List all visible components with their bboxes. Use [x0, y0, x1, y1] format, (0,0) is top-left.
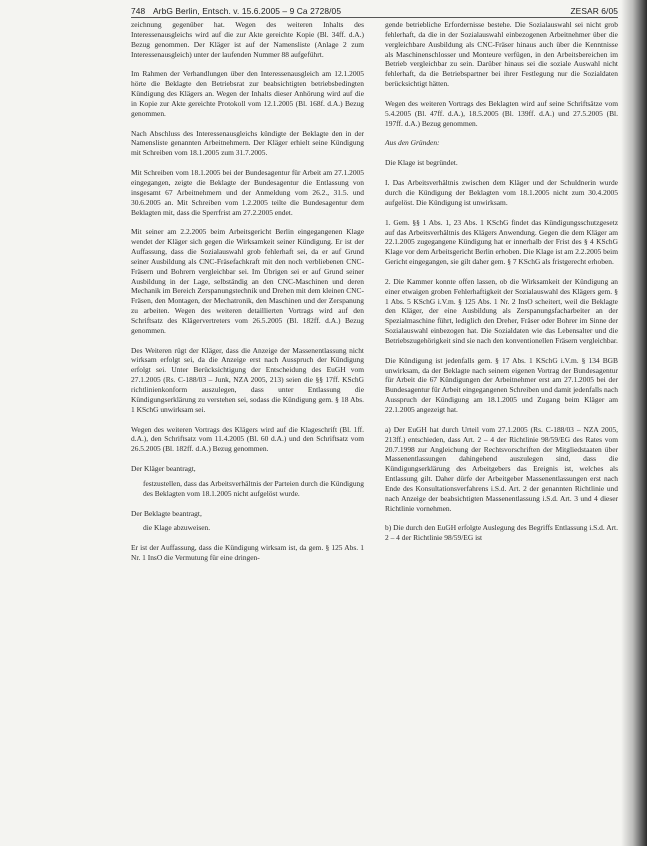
paragraph: zeichnung gegenüber hat. Wegen des weiteren Inhalts des Interessenausgleichs wird auf die zur Akte gereichte Kopie (Bl. 34ff. d.A.) Bezug genommen. Der Kläger ist auf der Namensliste (Anlage 2 zum Interessenausgleich) unter der laufenden Nummer 88 aufgeführt.: [131, 20, 364, 59]
section-heading: Aus den Gründen:: [385, 138, 440, 148]
paragraph: Wegen des weiteren Vortrags des Klägers wird auf die Klageschrift (Bl. 1ff. d.A.), den Schriftsatz vom 11.4.2005 (Bl. 60 d.A.) und den Schriftsatz vom 26.5.2005 (Bl. 182ff. d.A.) Bezug genommen.: [131, 424, 364, 454]
header-citation: ArbG Berlin, Entsch. v. 15.6.2005 – 9 Ca 2728/05: [153, 6, 342, 16]
left-column: [131, 20, 364, 573]
paragraph: Die Kündigung ist jedenfalls gem. § 17 Abs. 1 KSchG i.V.m. § 134 BGB unwirksam, da der Beklagte nach seinem eigenen Vortrag der Bundesagentur für Arbeit die 67 Kündigungen der Arbeitnehmer erst am 27.1.2005 bei der Bundesagentur für Arbeit eingegangenen Schreiben und damit jedenfalls nach Ausspruch der Kündigung am 18.1.2005 und Zugang beim Kläger am 22.1.2005 angezeigt hat.: [385, 355, 618, 414]
paragraph: a) Der EuGH hat durch Urteil vom 27.1.2005 (Rs. C-188/03 – NZA 2005, 213ff.) entschieden, dass Art. 2 – 4 der Richtlinie 98/59/EG des Rates vom 20.7.1998 zur Angleichung der Rechtsvorschriften der Mitgliedstaaten über Massenentlassungen dahingehend auszulegen sind, dass die Kündigungserklärung des Arbeitgebers das Ereignis ist, welches als Entlassung gilt. Daher dürfe der Arbeitgeber Massenentlassungen erst nach Ende des Konsultationsverfahrens i.S.d. Art. 2 der genannten Richtlinie und nach Anzeige der beabsichtigten Massenentlassung i.S.d. Art. 3 und 4 dieser Richtlinie vornehmen.: [385, 424, 618, 513]
paragraph: Im Rahmen der Verhandlungen über den Interessenausgleich am 12.1.2005 hörte die Beklagte den Betriebsrat zur beabsichtigten betriebsbedingten Kündigung des Klägers an. Wegen der Inhalts dieser Anhörung wird auf die in Kopie zur Akte gereichte Protokoll vom 12.1.2005 (Bl. 168f. d.A.) Bezug genommen.: [131, 69, 364, 118]
paragraph: Wegen des weiteren Vortrags des Beklagten wird auf seine Schriftsätze vom 5.4.2005 (Bl. 47ff. d.A.), 18.5.2005 (Bl. 139ff. d.A.) und 27.5.2005 (Bl. 197ff. d.A.) Bezug genommen.: [385, 98, 618, 128]
page-number: 748: [131, 6, 146, 16]
paragraph: I. Das Arbeitsverhältnis zwischen dem Kläger und der Schuldnerin wurde durch die Kündigung der Beklagten vom 18.1.2005 nicht zum 30.4.2005 aufgelöst. Die Kündigung ist unwirksam.: [385, 178, 618, 207]
paragraph: die Klage abzuweisen.: [143, 523, 211, 533]
paragraph: festzustellen, dass das Arbeitsverhältnis der Parteien durch die Kündigung des Beklagten vom 18.1.2005 nicht aufgelöst wurde.: [143, 478, 364, 498]
paragraph: gende betriebliche Erfordernisse bestehe. Die Sozialauswahl sei nicht grob fehlerhaft, da die in der Sozialauswahl einbezogenen Arbeitnehmer über die vergleichbare Ausbildung als CNC-Fräser hinaus auch über die Kenntnisse als Maschinenschlosser und Monteure verfügen, in den Arbeitsbereichen im Betrieb vergleichbar zu sein. Darüber hinaus sei die soziale Auswahl nicht fehlerhaft, da die Betriebspartner bei ihrer Festlegung nur die Sozialdaten berücksichtigt hätten.: [385, 20, 618, 89]
paragraph: b) Die durch den EuGH erfolgte Auslegung des Begriffs Entlassung i.S.d. Art. 2 – 4 der Richtlinie 98/59/EG ist: [385, 523, 618, 543]
paragraph: Mit Schreiben vom 18.1.2005 bei der Bundesagentur für Arbeit am 27.1.2005 eingegangen, zeigte die Beklagte der Bundesagentur die Entlassung von insgesamt 67 Arbeitnehmern und der Anmeldung vom 26.2., 31.5. und 30.6.2005 an. Mit Schreiben vom 1.2.2005 teilte die Bundesagentur dem Beklagten mit, dass die Sperrfrist am 27.2.2005 endet.: [131, 168, 364, 217]
paragraph: 1. Gem. §§ 1 Abs. 1, 23 Abs. 1 KSchG findet das Kündigungsschutzgesetz auf das Arbeitsverhältnis des Klägers Anwendung. Gegen die dem Kläger am 22.1.2005 zugegangene Kündigung hat er innerhalb der Frist des § 4 KSchG Klage vor dem Arbeitsgericht Berlin erhoben. Die Klage ist am 2.2.2005 beim Gericht eingegangen, sie gilt daher gem. § 7 KSchG als fristgerecht erhoben.: [385, 217, 618, 267]
paragraph: Des Weiteren rügt der Kläger, dass die Anzeige der Massenentlassung nicht wirksam erfolgt sei, da die Anzeige erst nach Ausspruch der Kündigung erfolgt sei. Unter Berücksichtigung der Entscheidung des EuGH vom 27.1.2005 (Rs. C-188/03 – Junk, NZA 2005, 213) seien die §§ 17ff. KSchG richtlinienkonform auszulegen, dass unter Entlassung die Kündigungserklärung zu verstehen sei, sodass die Kündigung gem. § 18 Abs. 1 KSchG unwirksam sei.: [131, 345, 364, 414]
paragraph: Nach Abschluss des Interessenausgleichs kündigte der Beklagte den in der Namensliste genannten Arbeitnehmern. Der Kläger erhielt seine Kündigung mit Schreiben vom 18.1.2005 zum 31.7.2005.: [131, 128, 364, 158]
paragraph: 2. Die Kammer konnte offen lassen, ob die Wirksamkeit der Kündigung an einer etwaigen groben Fehlerhaftigkeit der Sozialauswahl des Klägers gem. § 1 Abs. 5 KSchG i.V.m. § 125 Abs. 1 Nr. 2 InsO scheitert, weil die Beklagte den Kläger, der eine Ausbildung als Zerspanungsfacharbeiter an der Spezialmaschine führt, lediglich den Dreher, Fräser oder Bohrer im Sinne der Sozialauswahl einbezogen hat. Die Sozialdaten wie das Lebensalter und die Betriebszugehörigkeit sind sie nach den konventionellen Fräsern vergleichbar.: [385, 276, 618, 345]
journal-issue: ZESAR 6/05: [570, 6, 618, 16]
paragraph: Der Beklagte beantragt,: [131, 508, 202, 518]
paragraph: Er ist der Auffassung, dass die Kündigung wirksam ist, da gem. § 125 Abs. 1 Nr. 1 InsO die Vermutung für eine dringen-: [131, 543, 364, 563]
header-rule: [131, 17, 618, 18]
paragraph: Der Kläger beantragt,: [131, 464, 196, 474]
page-edge-shadow: [621, 0, 647, 846]
right-column: [385, 20, 618, 553]
paragraph: Mit seiner am 2.2.2005 beim Arbeitsgericht Berlin eingegangenen Klage wendet der Kläger sich gegen die Wirksamkeit seiner Kündigung. Er ist der Auffassung, dass die Sozialauswahl grob fehlerhaft sei, da er auf Grund seiner Ausbildung als CNC-Fräsefachkraft mit den noch verbliebenen CNC-Fräsern und Bohrern vergleichbar sei. Im Übrigen sei er auf Grund seiner Ausbildung in der Lage, selbständig an den CNC-Maschinen und deren Mechanik im Bereich Zerspanungstechnik und Drehen mit dem kleinen CNC-Fräsen, den Montagen, der Mechatronik, den Maschinen und der Zerspanung zu arbeiten. Wegen des weiteren detaillierten Vortrags wird auf den Schriftsatz des Klägervertreters vom 26.5.2005 (Bl. 182ff. d.A.) Bezug genommen.: [131, 227, 364, 335]
paragraph: Die Klage ist begründet.: [385, 158, 458, 168]
